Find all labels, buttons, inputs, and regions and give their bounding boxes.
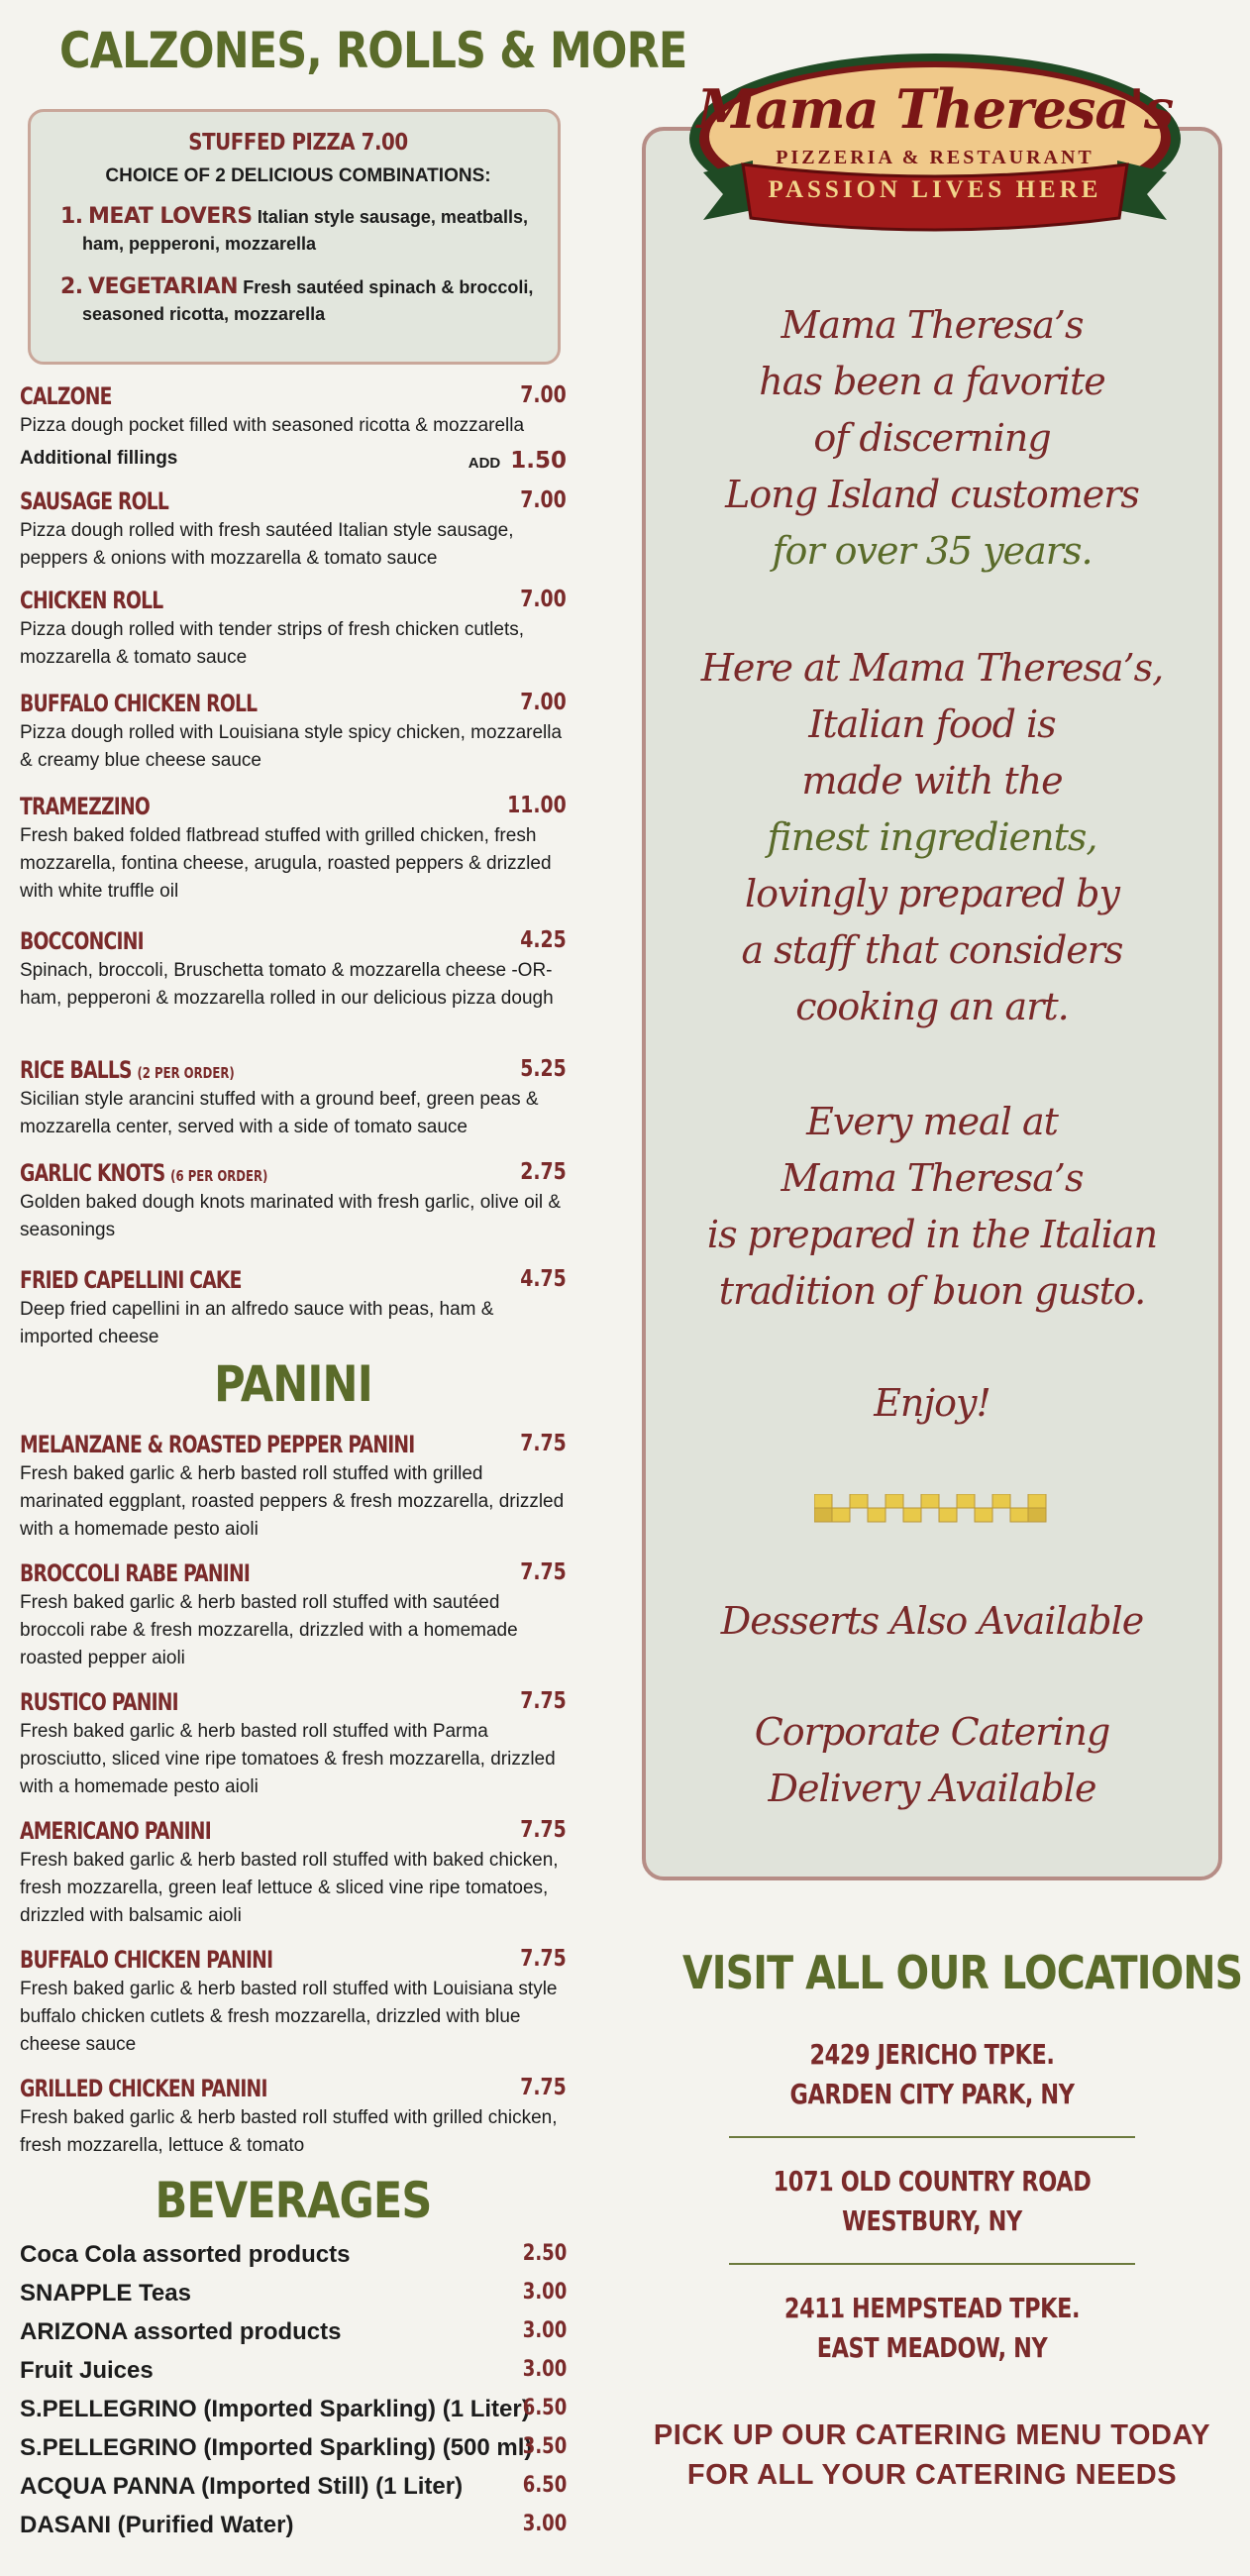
divider: [729, 2136, 1135, 2138]
stuffed-pizza-box: [28, 109, 561, 365]
add-label: ADD: [468, 455, 501, 472]
logo-subtitle: PIZZERIA & RESTAURANT: [776, 147, 1094, 168]
menu-item: [20, 1431, 567, 1544]
logo-name: Mama Theresa's: [696, 77, 1174, 141]
beverage-price: 6.50: [522, 2473, 567, 2498]
menu-item: [20, 1946, 567, 2059]
item-note: (2 PER ORDER): [137, 1064, 235, 1082]
beverage-name: ARIZONA assorted products: [20, 2318, 342, 2345]
checker-divider: [814, 1494, 1052, 1530]
beverage-price: 2.50: [522, 2241, 567, 2266]
blurb-line: for over 35 years.: [772, 529, 1093, 573]
beverage-price: 3.00: [522, 2280, 567, 2305]
catering-line: Corporate Catering: [754, 1710, 1110, 1754]
item-price: 7.00: [520, 487, 567, 513]
desserts-text: Desserts Also Available: [720, 1599, 1144, 1643]
blurb-line: Every meal at: [806, 1100, 1058, 1143]
item-price: 7.75: [520, 1559, 567, 1585]
beverage-price: 3.00: [522, 2357, 567, 2382]
item-price: 7.00: [520, 587, 567, 612]
item-name: RUSTICO PANINI: [20, 1688, 178, 1716]
logo-ribbon-text: PASSION LIVES HERE: [768, 176, 1102, 203]
location-address: [700, 2035, 1165, 2114]
blurb-line: is prepared in the Italian: [706, 1213, 1158, 1256]
menu-item: [20, 487, 567, 573]
item-description: Fresh baked folded flatbread stuffed with grilled chicken, fresh mozzarella, fontina cheese, arugula, roasted peppers & drizzled with white truffle oil: [20, 825, 552, 902]
section-title-panini: PANINI: [214, 1355, 372, 1413]
beverage-name: S.PELLEGRINO (Imported Sparkling) (500 ml): [20, 2434, 533, 2461]
combo-desc: Fresh sautéed spinach & broccoli, seasoned ricotta, mozzarella: [82, 277, 534, 324]
item-name: BROCCOLI RABE PANINI: [20, 1559, 251, 1587]
blurb-line: cooking an art.: [795, 985, 1069, 1028]
divider: [729, 2263, 1135, 2265]
item-name: SAUSAGE ROLL: [20, 487, 169, 515]
beverage-name: ACQUA PANNA (Imported Still) (1 Liter): [20, 2473, 464, 2500]
menu-item: [20, 1559, 567, 1672]
menu-item: [20, 587, 567, 672]
item-description: Fresh baked garlic & herb basted roll stuffed with Parma prosciutto, sliced vine ripe tomatoes & fresh mozzarella, drizzled with a homemade pesto aioli: [20, 1721, 556, 1797]
item-description: Fresh baked garlic & herb basted roll stuffed with Louisiana style buffalo chicken cutlets & fresh mozzarella, drizzled with blue cheese sauce: [20, 1979, 558, 2055]
item-price: 7.75: [520, 1946, 567, 1972]
item-description: Pizza dough rolled with tender strips of fresh chicken cutlets, mozzarella & tomato sauce: [20, 619, 525, 668]
blurb-line: finest ingredients,: [767, 815, 1097, 859]
item-name: [20, 1159, 267, 1187]
item-price: 7.00: [520, 382, 567, 408]
address-line: EAST MEADOW, NY: [816, 2331, 1048, 2364]
item-description: Golden baked dough knots marinated with fresh garlic, olive oil & seasonings: [20, 1192, 562, 1240]
beverage-row: [20, 2434, 567, 2462]
notice-line: FOR ALL YOUR CATERING NEEDS: [686, 2459, 1178, 2491]
item-name-text: GARLIC KNOTS: [20, 1159, 165, 1187]
item-description: Fresh baked garlic & herb basted roll stuffed with baked chicken, fresh mozzarella, green leaf lettuce & sliced vine ripe tomatoes, drizzled with balsamic aioli: [20, 1850, 559, 1926]
item-price: 4.75: [520, 1266, 567, 1292]
item-name: TRAMEZZINO: [20, 793, 150, 820]
address-line: GARDEN CITY PARK, NY: [789, 2078, 1075, 2110]
enjoy-text: Enjoy!: [874, 1381, 990, 1425]
catering-line: Delivery Available: [768, 1767, 1096, 1810]
address-line: WESTBURY, NY: [842, 2204, 1022, 2237]
combo-item: [60, 273, 536, 328]
beverage-row: [20, 2241, 567, 2269]
item-price: 11.00: [507, 793, 567, 818]
blurb-line: Mama Theresa’s: [781, 1156, 1084, 1200]
beverage-row: [20, 2473, 567, 2501]
stuffed-pizza-subheading: CHOICE OF 2 DELICIOUS COMBINATIONS:: [105, 165, 491, 186]
item-name: MELANZANE & ROASTED PEPPER PANINI: [20, 1431, 415, 1458]
stuffed-pizza-heading: STUFFED PIZZA 7.00: [188, 130, 408, 156]
additional-fillings-label: Additional fillings: [20, 448, 178, 469]
item-price: 7.75: [520, 1431, 567, 1456]
item-name: BOCCONCINI: [20, 927, 144, 955]
item-price: 7.75: [520, 1817, 567, 1843]
blurb-line: Italian food is: [808, 702, 1056, 746]
combo-number: 2.: [60, 274, 83, 299]
beverage-name: S.PELLEGRINO (Imported Sparkling) (1 Liter): [20, 2396, 530, 2422]
address-line: 1071 OLD COUNTRY ROAD: [773, 2165, 1092, 2198]
combo-number: 1.: [60, 204, 83, 229]
blurb-paragraph-2: [642, 640, 1222, 1035]
beverage-name: Fruit Juices: [20, 2357, 154, 2384]
menu-item: [20, 2075, 567, 2160]
section-title-beverages: BEVERAGES: [155, 2172, 432, 2229]
item-description: Fresh baked garlic & herb basted roll stuffed with sautéed broccoli rabe & fresh mozzarella, drizzled with a homemade roasted pepper aioli: [20, 1592, 518, 1668]
blurb-line: a staff that considers: [741, 928, 1123, 972]
section-title-calzones: CALZONES, ROLLS & MORE: [59, 22, 687, 79]
item-description: Fresh baked garlic & herb basted roll stuffed with grilled marinated eggplant, roasted peppers & fresh mozzarella, drizzled with a homemade pesto aioli: [20, 1463, 565, 1540]
menu-item: [20, 927, 567, 1013]
menu-item: [20, 382, 567, 440]
combo-name: VEGETARIAN: [87, 274, 238, 299]
catering-menu-notice: [642, 2415, 1222, 2495]
item-description: Pizza dough rolled with fresh sautéed Italian style sausage, peppers & onions with mozzarella & tomato sauce: [20, 520, 514, 569]
item-description: Spinach, broccoli, Bruschetta tomato & mozzarella cheese -OR- ham, pepperoni & mozzarella rolled in our delicious pizza dough: [20, 960, 554, 1009]
item-description: Pizza dough rolled with Louisiana style spicy chicken, mozzarella & creamy blue cheese sauce: [20, 722, 563, 771]
blurb-paragraph-1: [642, 297, 1222, 580]
blurb-line: Long Island customers: [725, 473, 1139, 516]
menu-item: [20, 1688, 567, 1801]
beverage-price: 3.00: [522, 2512, 567, 2536]
beverage-row: [20, 2280, 567, 2308]
item-description: Pizza dough pocket filled with seasoned ricotta & mozzarella: [20, 415, 525, 436]
menu-item: [20, 1159, 567, 1244]
item-name-text: RICE BALLS: [20, 1056, 132, 1084]
address-line: 2411 HEMPSTEAD TPKE.: [783, 2292, 1081, 2324]
beverage-row: [20, 2396, 567, 2423]
item-price: 5.25: [520, 1056, 567, 1082]
item-name: AMERICANO PANINI: [20, 1817, 211, 1845]
catering-text: [642, 1704, 1222, 1817]
blurb-line: Here at Mama Theresa’s,: [700, 646, 1164, 690]
item-name: CHICKEN ROLL: [20, 587, 163, 614]
blurb-line: lovingly prepared by: [745, 872, 1119, 915]
menu-item: [20, 1817, 567, 1930]
beverage-price: 3.50: [522, 2434, 567, 2459]
beverage-name: SNAPPLE Teas: [20, 2280, 191, 2307]
menu-item: [20, 1056, 567, 1141]
item-price: 7.75: [520, 1688, 567, 1714]
restaurant-logo: [683, 44, 1187, 258]
address-line: 2429 JERICHO TPKE.: [809, 2038, 1055, 2071]
location-address: [700, 2289, 1165, 2368]
beverage-row: [20, 2357, 567, 2385]
item-price: 4.25: [520, 927, 567, 953]
add-price: 1.50: [510, 448, 567, 474]
combo-name: MEAT LOVERS: [87, 204, 253, 229]
notice-line: PICK UP OUR CATERING MENU TODAY: [653, 2419, 1211, 2451]
item-price: 7.75: [520, 2075, 567, 2100]
beverage-name: DASANI (Purified Water): [20, 2512, 294, 2538]
beverage-price: 6.50: [522, 2396, 567, 2420]
item-description: Fresh baked garlic & herb basted roll stuffed with grilled chicken, fresh mozzarella, lettuce & tomato: [20, 2107, 558, 2156]
item-description: Sicilian style arancini stuffed with a ground beef, green peas & mozzarella center, served with a side of tomato sauce: [20, 1089, 539, 1137]
blurb-line: tradition of buon gusto.: [718, 1269, 1146, 1313]
menu-item: [20, 690, 567, 775]
item-name: BUFFALO CHICKEN PANINI: [20, 1946, 273, 1974]
blurb-paragraph-3: [642, 1094, 1222, 1320]
blurb-line: has been a favorite: [759, 360, 1105, 403]
menu-item: [20, 1266, 567, 1351]
item-name: BUFFALO CHICKEN ROLL: [20, 690, 258, 717]
additional-fillings-row: [20, 448, 567, 474]
section-title-locations: VISIT ALL OUR LOCATIONS: [682, 1946, 1243, 1999]
item-price: 7.00: [520, 690, 567, 715]
combo-item: [60, 203, 536, 258]
blurb-line: made with the: [801, 759, 1063, 803]
additional-fillings-price: [469, 448, 567, 474]
menu-item: [20, 793, 567, 906]
item-price: 2.75: [520, 1159, 567, 1185]
beverage-name: Coca Cola assorted products: [20, 2241, 351, 2268]
item-name: [20, 1056, 235, 1084]
item-description: Deep fried capellini in an alfredo sauce with peas, ham & imported cheese: [20, 1299, 494, 1347]
blurb-line: of discerning: [813, 416, 1051, 460]
item-name: FRIED CAPELLINI CAKE: [20, 1266, 242, 1294]
beverage-row: [20, 2318, 567, 2346]
beverage-price: 3.00: [522, 2318, 567, 2343]
item-name: CALZONE: [20, 382, 112, 410]
blurb-line: Mama Theresa’s: [781, 303, 1084, 347]
item-name: GRILLED CHICKEN PANINI: [20, 2075, 267, 2102]
combo-desc: Italian style sausage, meatballs, ham, pepperoni, mozzarella: [82, 207, 528, 254]
item-note: (6 PER ORDER): [170, 1167, 268, 1185]
beverage-row: [20, 2512, 567, 2539]
location-address: [700, 2162, 1165, 2241]
